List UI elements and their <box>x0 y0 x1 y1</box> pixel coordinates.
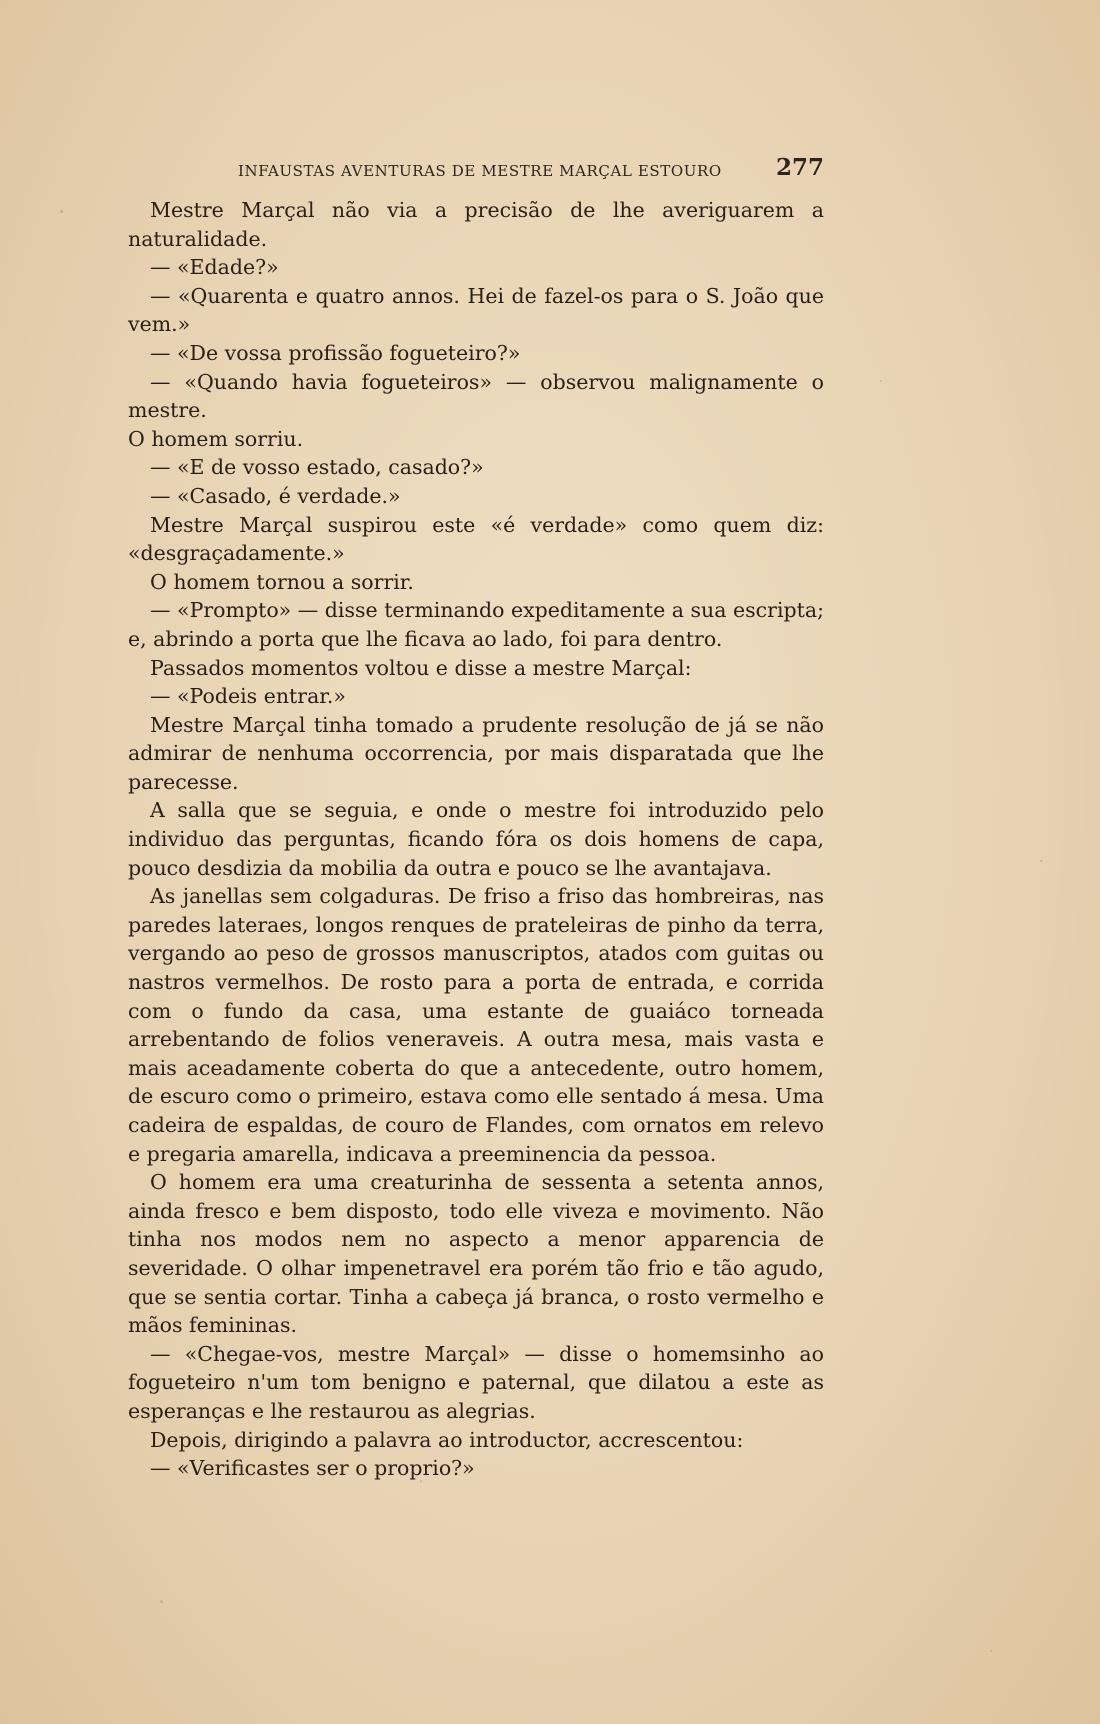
paragraph: — «Casado, é verdade.» <box>150 483 401 508</box>
paper-speck <box>420 1480 422 1483</box>
paper-speck <box>880 380 882 382</box>
paragraph: Mestre Marçal suspirou este «é verdade» como quem diz: «desgraçadamente.» <box>128 512 824 566</box>
paragraph: — «Prompto» — disse terminando expeditamente a sua escripta; e, abrindo a porta que lhe ficava ao lado, foi para dentro. <box>128 598 824 651</box>
paragraph: — «Podeis entrar.» <box>150 684 346 709</box>
page-number: 277 <box>775 154 824 181</box>
paragraph: — «Quando havia fogueteiros» — observou malignamente o mestre. <box>128 369 824 423</box>
paper-speck <box>160 1600 163 1603</box>
paragraph: — «Verificastes ser o proprio?» <box>150 1456 475 1481</box>
paper-speck <box>990 1650 992 1652</box>
paper-speck <box>60 210 63 213</box>
paragraph: O homem sorriu. <box>128 426 304 451</box>
running-title: INFAUSTAS AVENTURAS DE MESTRE MARÇAL ESTOURO <box>238 162 722 180</box>
paragraph: Passados momentos voltou e disse a mestre Marçal: <box>150 655 692 680</box>
paragraph: — «E de vosso estado, casado?» <box>150 455 484 480</box>
paragraph: — «Quarenta e quatro annos. Hei de fazel-os para o S. João que vem.» <box>128 283 824 337</box>
paper-speck <box>1040 860 1043 862</box>
paragraph: O homem tornou a sorrir. <box>150 569 414 594</box>
page-header <box>128 156 824 186</box>
paragraph: Depois, dirigindo a palavra ao introductor, accrescentou: <box>150 1427 744 1452</box>
paragraph: O homem era uma creaturinha de sessenta a setenta annos, ainda fresco e bem disposto, todo elle viveza e movimento. Não tinha nos modos nem no aspecto a menor apparencia de severidade. O olhar impenetravel era porém tão frio e tão agudo, que se sentia cortar. Tinha a cabeça já branca, o rosto vermelho e mãos femininas. <box>128 1170 824 1338</box>
paragraph: Mestre Marçal não via a precisão de lhe averiguarem a naturalidade. <box>128 198 824 251</box>
paragraph: Mestre Marçal tinha tomado a prudente resolução de já se não admirar de nenhuma occorrencia, por mais disparatada que lhe parecesse. <box>128 712 824 794</box>
paragraph: — «Chegae-vos, mestre Marçal» — disse o homemsinho ao fogueteiro n'um tom benigno e paternal, que dilatou a este as esperanças e lhe restaurou as alegrias. <box>128 1341 824 1423</box>
paragraph: — «Edade?» <box>150 255 279 280</box>
paragraph: As janellas sem colgaduras. De friso a friso das hombreiras, nas paredes lateraes, longos renques de prateleiras de pinho da terra, vergando ao peso de grossos manuscriptos, atados com guitas ou nastros vermelhos. De rosto para a porta de entrada, e corrida com o fundo da casa, uma estante de guaiáco torneada arrebentando de folios veneraveis. A outra mesa, mais vasta e mais aceadamente coberta do que a antecedente, outro homem, de escuro como o primeiro, estava como elle sentado á mesa. Uma cadeira de espaldas, de couro de Flandes, com ornatos em relevo e pregaria amarella, indicava a preeminencia da pessoa. <box>128 884 824 1166</box>
body-text <box>128 196 824 1483</box>
paragraph: A salla que se seguia, e onde o mestre foi introduzido pelo individuo das perguntas, ficando fóra os dois homens de capa, pouco desdizia da mobilia da outra e pouco se lhe avantajava. <box>128 798 824 880</box>
paragraph: — «De vossa profissão fogueteiro?» <box>150 340 521 365</box>
